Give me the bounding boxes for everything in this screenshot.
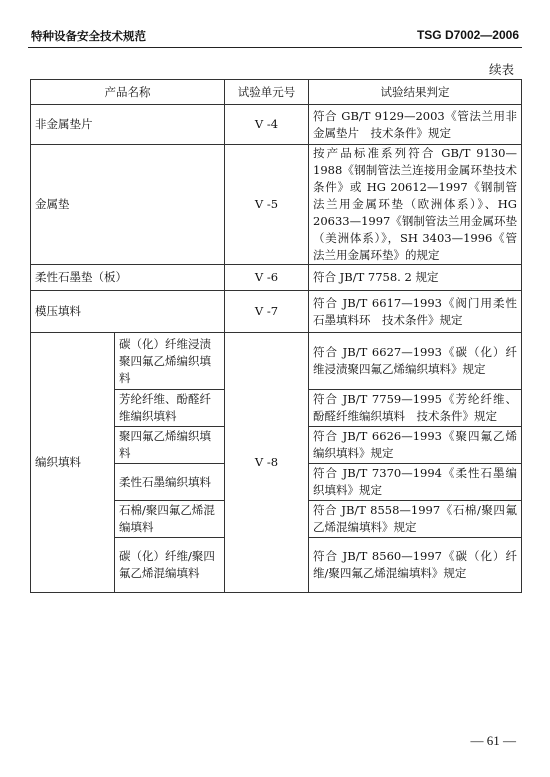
test-unit-cell: V -5 (225, 145, 309, 265)
result-cell: 按产品标准系列符合 GB/T 9130—1988《钢制管法兰连接用金属环垫技术条件》或 HG 20612—1997《钢制管法兰用金属环垫（欧洲体系）》、HG 20633—1997《钢制管法兰用金属环垫（美洲体系）》，SH 3403—1996《管法兰用金属环垫》的规定 (309, 145, 522, 265)
table-row (31, 145, 522, 265)
result-cell: 符合 JB/T 6626—1993《聚四氟乙烯编织填料》规定 (309, 427, 522, 464)
product-name-cell: 模压填料 (31, 291, 225, 333)
product-name-cell: 柔性石墨垫（板） (31, 265, 225, 291)
continued-label: 续表 (488, 62, 514, 77)
test-unit-cell: V -7 (225, 291, 309, 333)
result-cell: 符合 JB/T 8560—1997《碳（化）纤维/聚四氟乙烯混编填料》规定 (309, 538, 522, 593)
sub-product-cell: 碳（化）纤维/聚四氟乙烯混编填料 (115, 538, 225, 593)
sub-product-cell: 聚四氟乙烯编织填料 (115, 427, 225, 464)
product-name-cell: 金属垫 (31, 145, 225, 265)
result-cell: 符合 JB/T 8558—1997《石棉/聚四氟乙烯混编填料》规定 (309, 501, 522, 538)
column-header-test-unit: 试验单元号 (225, 80, 309, 105)
table-header-row (31, 80, 522, 105)
sub-product-cell: 碳（化）纤维浸渍聚四氟乙烯编织填料 (115, 333, 225, 390)
table-row (31, 291, 522, 333)
result-cell: 符合 GB/T 9129—2003《管法兰用非金属垫片 技术条件》规定 (309, 105, 522, 145)
table-row (31, 105, 522, 145)
woven-packing-name-cell: 编织填料 (31, 333, 115, 593)
product-name-cell: 非金属垫片 (31, 105, 225, 145)
result-cell: 符合 JB/T 7370—1994《柔性石墨编织填料》规定 (309, 464, 522, 501)
header-rule (28, 47, 522, 48)
result-cell: 符合 JB/T 7759—1995《芳纶纤维、酚醛纤维编织填料 技术条件》规定 (309, 390, 522, 427)
test-unit-cell: V -6 (225, 265, 309, 291)
header-title: 特种设备安全技术规范 (31, 29, 146, 43)
table-row (31, 333, 522, 390)
result-cell: 符合 JB/T 7758. 2 规定 (309, 265, 522, 291)
page-number: — 61 — (470, 733, 516, 748)
sub-product-cell: 芳纶纤维、酚醛纤维编织填料 (115, 390, 225, 427)
result-cell: 符合 JB/T 6617—1993《阀门用柔性石墨填料环 技术条件》规定 (309, 291, 522, 333)
column-header-product-name: 产品名称 (31, 80, 225, 105)
header-standard-code: TSG D7002—2006 (416, 28, 519, 42)
table-row (31, 265, 522, 291)
sub-product-cell: 柔性石墨编织填料 (115, 464, 225, 501)
test-unit-cell: V -4 (225, 105, 309, 145)
test-judgement-table (30, 79, 522, 593)
sub-product-cell: 石棉/聚四氟乙烯混编填料 (115, 501, 225, 538)
result-cell: 符合 JB/T 6627—1993《碳（化）纤维浸渍聚四氟乙烯编织填料》规定 (309, 333, 522, 390)
test-unit-cell: V -8 (225, 333, 309, 593)
column-header-result: 试验结果判定 (309, 80, 522, 105)
